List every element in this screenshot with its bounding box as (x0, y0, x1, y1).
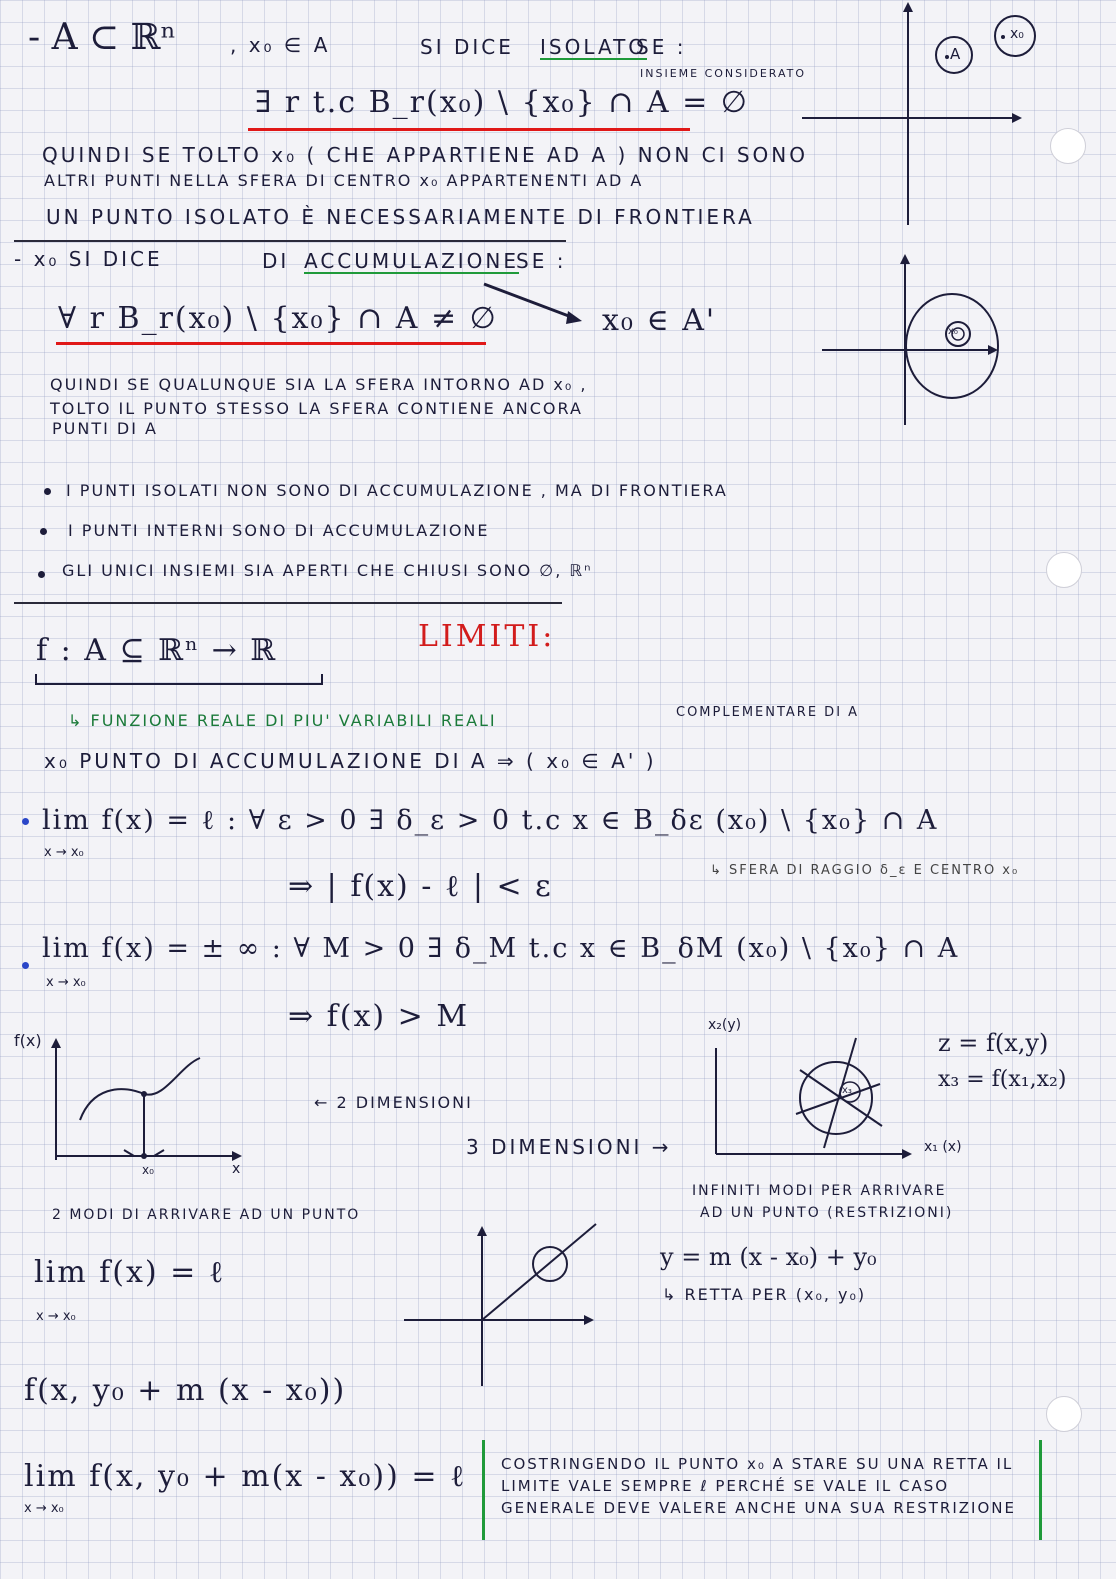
accum-formula-underline (56, 342, 486, 345)
limit-finite-def: lim f(x) = ℓ : ∀ ε > 0 ∃ δ_ε > 0 t.c x ∈ B_δε (x₀) \ {x₀} ∩ A (42, 805, 939, 836)
function-definition: f : A ⊆ ℝⁿ → ℝ (36, 633, 278, 668)
sphere-radius-note: ↳ SFERA DI RAGGIO δ_ε E CENTRO x₀ (710, 863, 1020, 878)
accum-formula: ∀ r B_r(x₀) \ {x₀} ∩ A ≠ ∅ (58, 301, 498, 336)
binder-hole-middle (1046, 552, 1082, 588)
line-equation-note: ↳ RETTA PER (x₀, y₀) (662, 1285, 867, 1304)
fig2-label-x0: x₀ (948, 326, 958, 337)
graph-2d-fx-label: f(x) (14, 1031, 42, 1050)
infinite-ways-line1: INFINITI MODI PER ARRIVARE (692, 1183, 947, 1199)
accum-result: x₀ ∈ A' (602, 303, 717, 338)
restricted-function: f(x, y₀ + m (x - x₀)) (24, 1373, 347, 1408)
complement-note: COMPLEMENTARE DI A (676, 705, 860, 720)
z-equation: z = f(x,y) (938, 1029, 1049, 1057)
limit-finite-implication: ⇒ | f(x) - ℓ | < ε (288, 869, 553, 904)
limit-general: lim f(x) = ℓ (34, 1255, 226, 1290)
graph-3d-x1-label: x₁ (x) (924, 1139, 962, 1155)
bullet-isolated-not-accum: I PUNTI ISOLATI NON SONO DI ACCUMULAZIONE , MA DI FRONTIERA (66, 481, 728, 500)
bullet-dot-1 (44, 488, 51, 495)
limit-general-sub: x → x₀ (36, 1309, 76, 1324)
isolated-formula-underline (248, 128, 690, 131)
graph-3d (700, 1017, 920, 1170)
infinite-ways-line2: AD UN PUNTO (RESTRIZIONI) (700, 1205, 954, 1221)
graph-3d-x2-label: x₂(y) (708, 1017, 742, 1033)
isolated-def-set: - A ⊂ ℝⁿ (28, 17, 177, 58)
annotation-insieme: INSIEME CONSIDERATO (640, 67, 807, 80)
limit-finite-sub: x → x₀ (44, 845, 84, 860)
figure-isolated-point (800, 0, 1040, 230)
fig1-label-a: A (950, 45, 961, 63)
limit-restricted: lim f(x, y₀ + m(x - x₀)) = ℓ (24, 1459, 467, 1494)
isolated-def-point: , x₀ ∈ A (230, 33, 331, 57)
isolated-quindi-line2: ALTRI PUNTI NELLA SFERA DI CENTRO x₀ APPARTENENTI AD A (44, 171, 644, 190)
function-description: ↳ FUNZIONE REALE DI PIU' VARIABILI REALI (68, 711, 497, 730)
accum-term: ACCUMULAZIONE (304, 249, 520, 273)
isolated-frontiera: UN PUNTO ISOLATO È NECESSARIAMENTE DI FRONTIERA (46, 205, 755, 229)
limiti-title: LIMITI: (418, 619, 556, 654)
graph-2d-x0-label: x₀ (142, 1163, 154, 1177)
bullet-dot-2 (40, 528, 47, 535)
limit-infinite-sub: x → x₀ (46, 975, 86, 990)
three-dimensions-label: 3 DIMENSIONI → (466, 1135, 672, 1159)
graph-3d-x3-label: x₃ (842, 1085, 852, 1096)
limit-infinite-def: lim f(x) = ± ∞ : ∀ M > 0 ∃ δ_M t.c x ∈ B_δM (x₀) \ {x₀} ∩ A (42, 933, 960, 964)
line-equation: y = m (x - x₀) + y₀ (660, 1243, 877, 1271)
lim1-bullet (22, 818, 29, 825)
accum-quindi-line2: TOLTO IL PUNTO STESSO LA SFERA CONTIENE ANCORA (50, 399, 583, 418)
accum-quindi-line1: QUINDI SE QUALUNQUE SIA LA SFERA INTORNO AD x₀ , (50, 375, 588, 394)
accum-def-intro: - x₀ SI DICE (14, 247, 163, 271)
isolated-term: ISOLATO (540, 35, 648, 59)
isolated-formula: ∃ r t.c B_r(x₀) \ {x₀} ∩ A = ∅ (255, 85, 749, 120)
divider-2 (14, 602, 562, 604)
bullet-open-closed: GLI UNICI INSIEMI SIA APERTI CHE CHIUSI SONO ∅, ℝⁿ (62, 561, 593, 580)
limit-infinite-implication: ⇒ f(x) > M (288, 999, 470, 1034)
lim2-bullet (22, 962, 29, 969)
limit-restricted-sub: x → x₀ (24, 1501, 64, 1516)
bullet-dot-3 (38, 571, 45, 578)
graph-2d (40, 1030, 250, 1180)
two-dimensions-label: ← 2 DIMENSIONI (314, 1093, 473, 1112)
fig1-label-x0: x₀ (1010, 26, 1024, 42)
binder-hole-bottom (1046, 1396, 1082, 1432)
graph-2d-x-label: x (232, 1161, 241, 1177)
isolated-quindi-line1: QUINDI SE TOLTO x₀ ( CHE APPARTIENE AD A ) NON CI SONO (42, 143, 808, 167)
accum-def-di: DI (262, 249, 290, 273)
binder-hole-top (1050, 128, 1086, 164)
figure-accumulation-point (820, 250, 1010, 430)
isolated-def-si-dice: SI DICE (420, 35, 514, 59)
arrow-to-result (480, 280, 590, 330)
restriction-note-box (482, 1440, 1042, 1540)
restriction-note-text: COSTRINGENDO IL PUNTO x₀ A STARE SU UNA RETTA IL LIMITE VALE SEMPRE ℓ PERCHÉ SE VALE IL CASO GENERALE DEVE VALERE ANCHE UNA SUA RESTRIZIONE (501, 1455, 1016, 1517)
divider-1 (14, 240, 566, 242)
x3-equation: x₃ = f(x₁,x₂) (938, 1067, 1067, 1092)
two-ways-note: 2 MODI DI ARRIVARE AD UN PUNTO (52, 1207, 361, 1223)
bullet-interior-accum: I PUNTI INTERNI SONO DI ACCUMULAZIONE (68, 521, 490, 540)
graph-line-restriction (400, 1220, 600, 1390)
function-bracket (34, 672, 326, 686)
accum-def-se: SE : (516, 249, 567, 273)
accum-quindi-line3: PUNTI DI A (52, 419, 158, 438)
accumulation-point-def: x₀ PUNTO DI ACCUMULAZIONE DI A ⇒ ( x₀ ∈ A' ) (44, 749, 657, 773)
isolated-def-se: SE : (636, 35, 687, 59)
